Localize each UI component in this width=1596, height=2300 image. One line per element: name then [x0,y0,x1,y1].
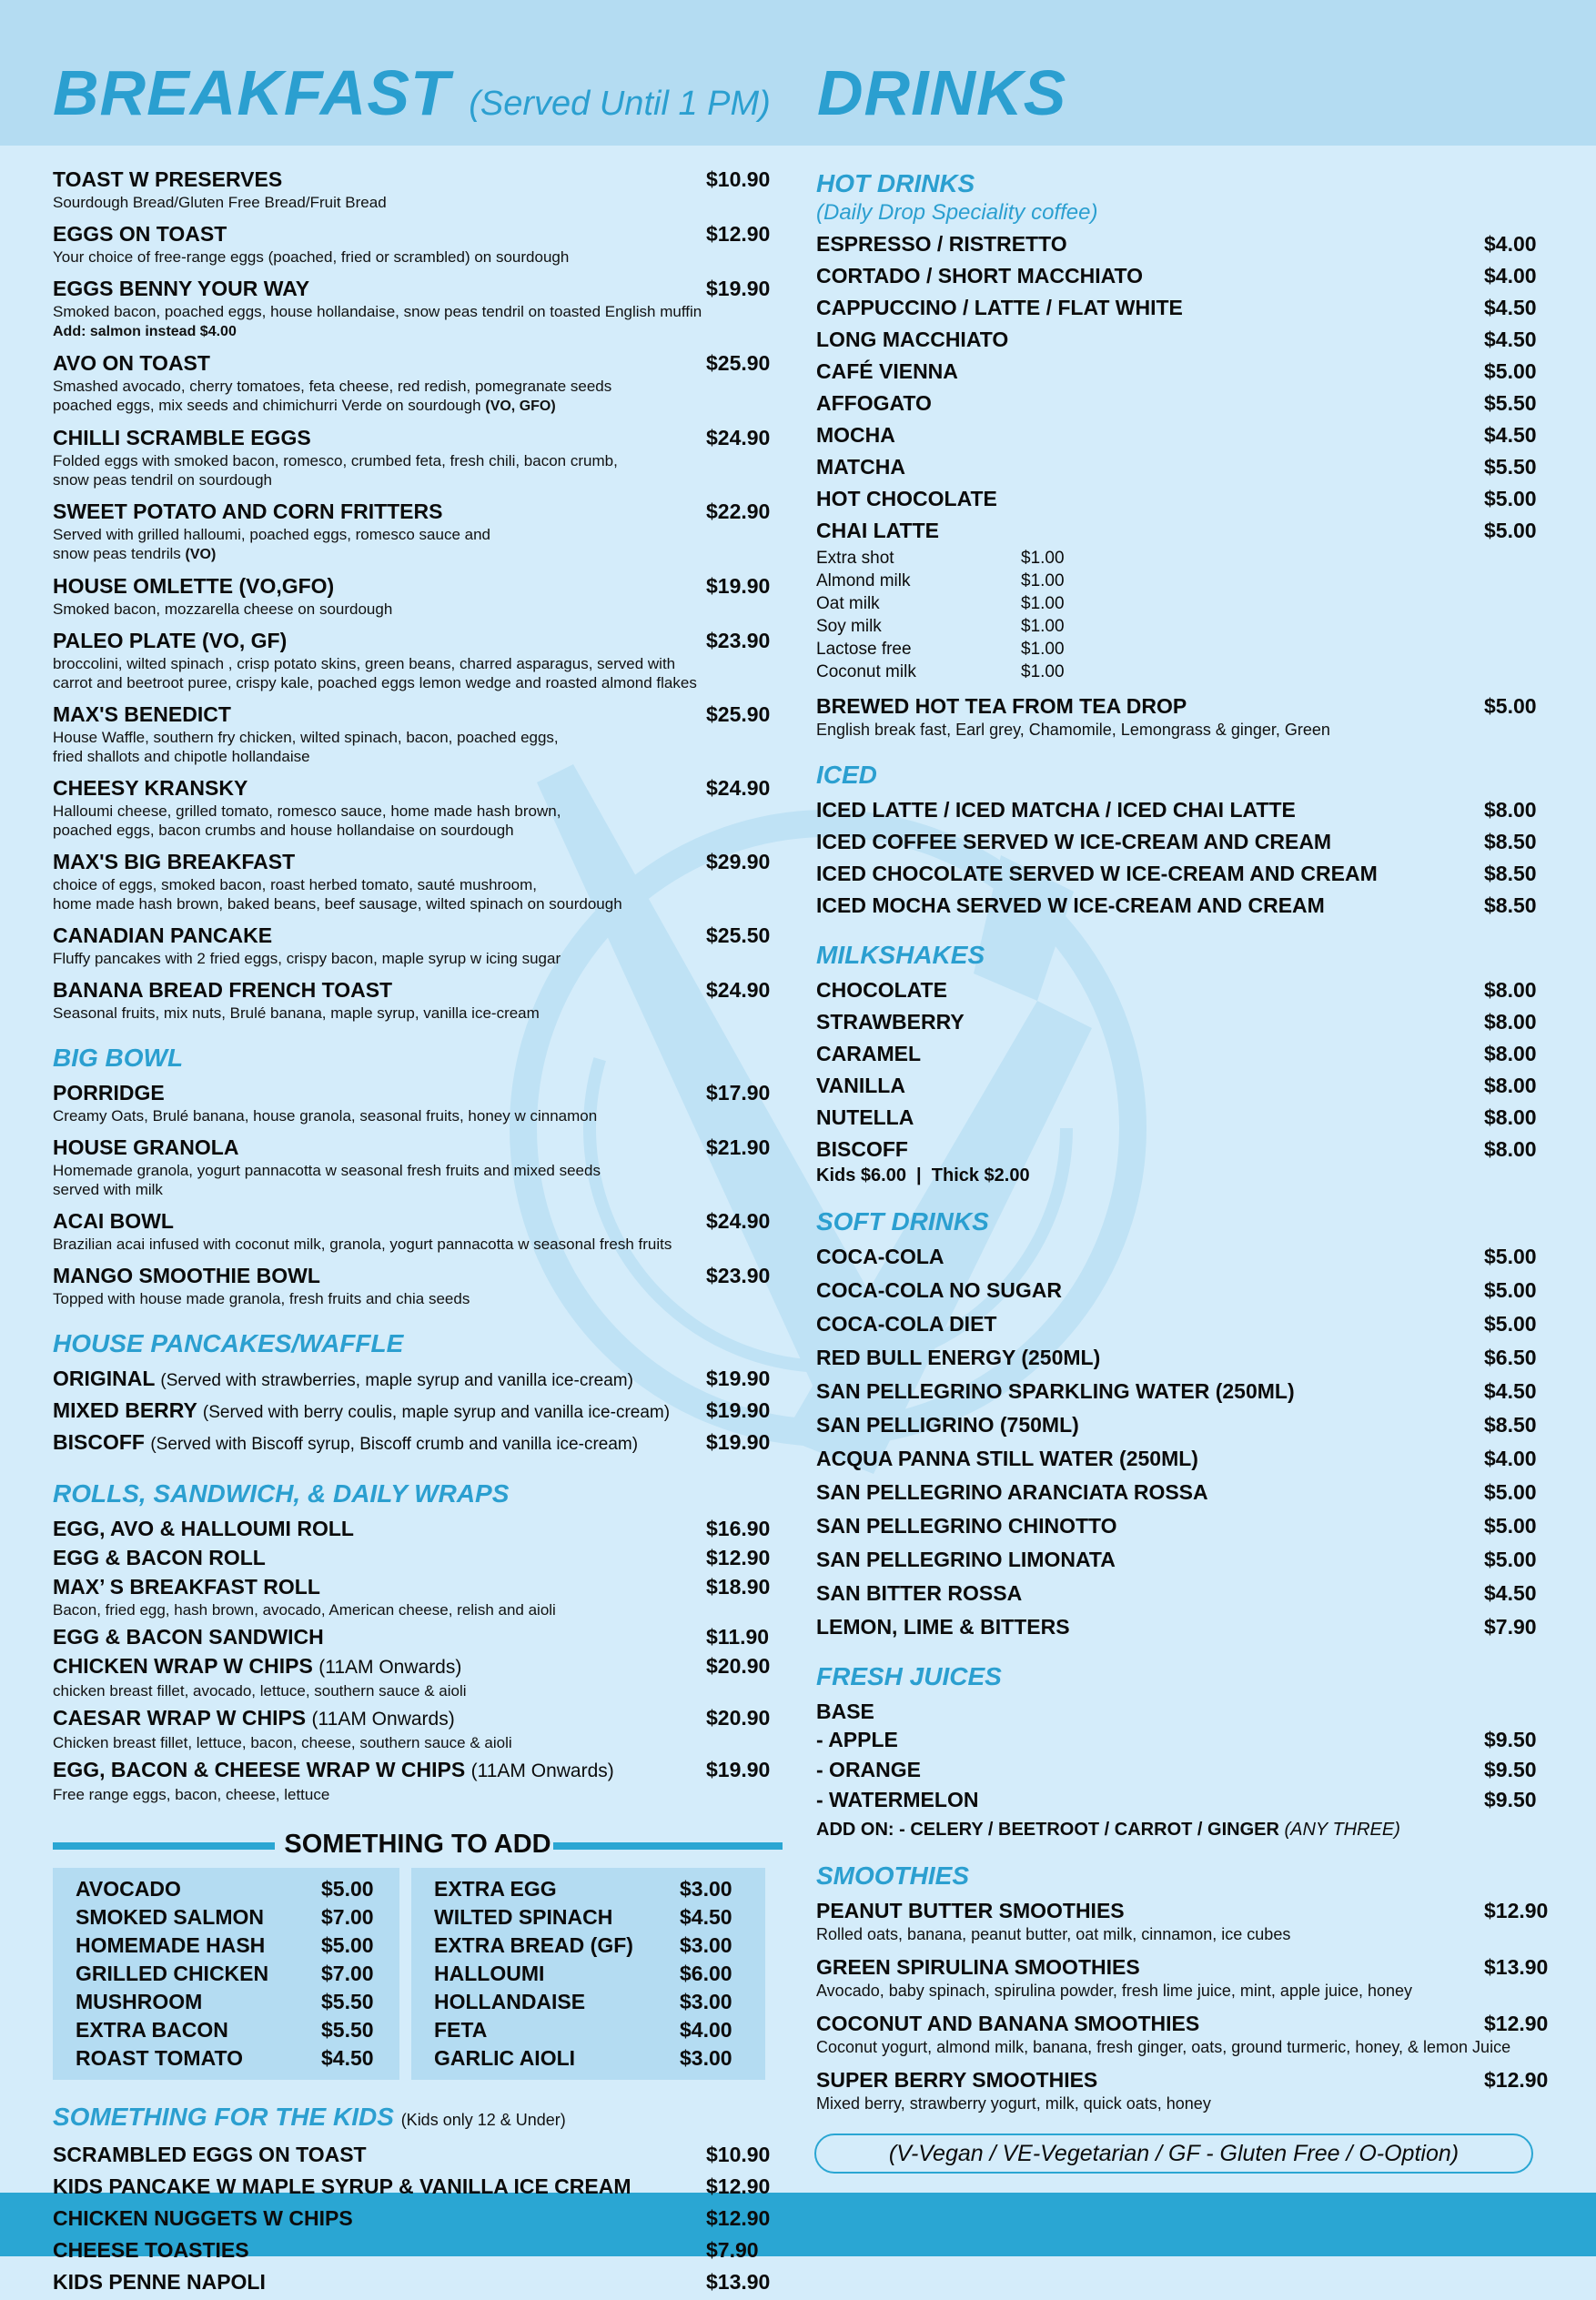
item-name: PORRIDGE [53,1081,165,1105]
item-desc-2: home made hash brown, baked beans, beef sausage, wilted spinach on sourdough [53,895,622,913]
menu-item: CHEESE TOASTIES $7.90 [53,2238,759,2262]
item-price: $25.90 [706,351,771,375]
item-desc: English break fast, Earl grey, Chamomile, Lemongrass & ginger, Green [816,721,1330,739]
item-desc: Brazilian acai infused with coconut milk, granola, yogurt pannacotta w seasonal fresh fruits [53,1236,672,1253]
item-price: $19.90 [706,1430,771,1454]
item-name: EGG, AVO & HALLOUMI ROLL [53,1517,354,1540]
item-price: $19.90 [706,574,771,598]
menu-item: AFFOGATO $5.50 [816,391,1537,415]
add-on-row: MUSHROOM $5.50 [76,1990,374,2013]
item-price: $11.90 [706,1625,770,1649]
item-desc: Your choice of free-range eggs (poached, fried or scrambled) on sourdough [53,248,570,266]
menu-item [53,1573,783,1619]
menu-item: CHAI LATTE $5.00 [816,519,1537,542]
item-desc: chicken breast fillet, avocado, lettuce, southern sauce & aioli [53,1682,467,1700]
add-on-row: GRILLED CHICKEN $7.00 [76,1962,374,1985]
menu-item [53,1623,783,1650]
item-name: MAX'S BENEDICT [53,702,231,726]
item-note: (Served with strawberries, maple syrup and vanilla ice-cream) [160,1371,633,1390]
item-price: $12.90 [706,222,771,246]
menu-item [53,774,783,840]
menu-item: GREEN SPIRULINA SMOOTHIES $13.90 Avocado, baby spinach, spirulina powder, fresh lime juice, mint, apple juice, honey [816,1955,1549,2000]
item-price: $19.90 [706,1398,771,1422]
section-title-juices: FRESH JUICES [816,1662,1002,1690]
add-on-row: EXTRA EGG $3.00 [434,1877,732,1901]
menu-item: BISCOFF $8.00 [816,1137,1537,1161]
menu-item [53,1544,783,1571]
item-name: ORIGINAL (Served with strawberries, maple syrup and vanilla ice-cream) [53,1367,633,1390]
menu-item [53,1079,783,1125]
item-desc: choice of eggs, smoked bacon, roast herbed tomato, sauté mushroom, [53,876,538,893]
menu-item: SCRAMBLED EGGS ON TOAST $10.90 [53,2143,771,2166]
item-name: MIXED BERRY (Served with berry coulis, maple syrup and vanilla ice-cream) [53,1398,671,1422]
item-desc: Seasonal fruits, mix nuts, Brulé banana, maple syrup, vanilla ice-cream [53,1004,540,1022]
menu-item: LONG MACCHIATO $4.50 [816,328,1537,351]
item-price: $24.90 [706,978,771,1002]
item-name: BANANA BREAD FRENCH TOAST [53,978,393,1002]
menu-item: ACQUA PANNA STILL WATER (250ML) $4.00 [816,1447,1537,1470]
menu-item: CARAMEL $8.00 [816,1042,1537,1065]
breakfast-title: BREAKFAST (Served Until 1 PM) [53,57,771,128]
menu-item [53,1756,783,1804]
menu-item: ESPRESSO / RISTRETTO $4.00 [816,232,1537,256]
menu-item: LEMON, LIME & BITTERS $7.90 [816,1615,1537,1639]
item-price: $24.90 [706,776,771,800]
item-price: $19.90 [706,1367,771,1390]
menu-item: SAN PELLEGRINO LIMONATA $5.00 [816,1548,1537,1571]
item-desc-2: poached eggs, bacon crumbs and house hollandaise on sourdough [53,822,514,839]
item-note: (11AM Onwards) [311,1709,455,1730]
menu-item: - APPLE $9.50 [816,1728,1537,1751]
menu-item: ICED LATTE / ICED MATCHA / ICED CHAI LATTE $8.00 [816,798,1537,822]
item-name: MAX'S BIG BREAKFAST [53,850,296,873]
item-name: SWEET POTATO AND CORN FRITTERS [53,499,443,523]
menu-item: STRAWBERRY $8.00 [816,1010,1537,1034]
item-desc-2: snow peas tendril on sourdough [53,471,272,489]
menu-item [53,701,783,766]
menu-item [53,1652,783,1700]
kids-note: (Kids only 12 & Under) [400,2111,566,2129]
hot-drinks-subtitle: (Daily Drop Speciality coffee) [816,200,1098,225]
item-price: $20.90 [706,1654,771,1678]
menu-item [53,1365,783,1395]
menu-item: BREWED HOT TEA FROM TEA DROP $5.00 English break fast, Earl grey, Chamomile, Lemongrass & ginger, Green [816,692,1544,740]
menu-item [53,1262,783,1308]
menu-item [53,220,783,267]
menu-item [53,1428,783,1458]
juice-base-label: BASE [816,1700,874,1723]
menu-item: ICED CHOCOLATE SERVED W ICE-CREAM AND CREAM $8.50 [816,862,1537,885]
section-title-pancakes: HOUSE PANCAKES/WAFFLE [53,1329,404,1357]
item-price: $10.90 [706,167,771,191]
section-title-hot-drinks: HOT DRINKS [816,169,975,197]
item-desc: Homemade granola, yogurt pannacotta w seasonal fresh fruits and mixed seeds [53,1162,601,1179]
menu-item: COCA-COLA DIET $5.00 [816,1312,1537,1336]
item-price: $24.90 [706,426,771,449]
item-name: HOUSE OMLETTE (VO,GFO) [53,574,335,598]
item-price: $19.90 [706,277,771,300]
section-title-rolls: ROLLS, SANDWICH, & DAILY WRAPS [53,1479,510,1508]
item-name: EGG, BACON & CHEESE WRAP W CHIPS (11AM Onwards) [53,1758,614,1781]
item-name: EGGS BENNY YOUR WAY [53,277,310,300]
item-name: HOUSE GRANOLA [53,1135,239,1159]
item-name: PALEO PLATE (VO, GF) [53,629,288,652]
drinks-title: DRINKS [817,57,1067,128]
item-name: EGG & BACON SANDWICH [53,1625,324,1649]
menu-item: SAN PELLEGRINO SPARKLING WATER (250ML) $4.50 [816,1379,1537,1403]
menu-item: KIDS PENNE NAPOLI $13.90 [53,2270,771,2294]
menu-item [53,275,783,341]
menu-item: SAN PELLIGRINO (750ML) $8.50 [816,1413,1537,1437]
menu-item [53,166,783,212]
item-price: $12.90 [706,1546,771,1569]
menu-item [53,1515,783,1542]
breakfast-column [53,166,783,2300]
add-on-row: WILTED SPINACH $4.50 [434,1905,732,1929]
item-desc: House Waffle, southern fry chicken, wilted spinach, bacon, poached eggs, [53,729,559,746]
item-tag: (VO, GFO) [485,398,556,414]
menu-item: VANILLA $8.00 [816,1074,1537,1097]
item-desc: Bacon, fried egg, hash brown, avocado, American cheese, relish and aioli [53,1601,556,1619]
breakfast-list [53,166,783,1023]
item-addon: Add: salmon instead $4.00 [53,324,237,339]
item-price: $25.90 [706,702,771,726]
section-title-iced: ICED [816,761,877,789]
menu-item: CAFÉ VIENNA $5.00 [816,359,1537,383]
item-name: MANGO SMOOTHIE BOWL [53,1264,320,1287]
menu-item [53,976,783,1023]
item-price: $17.90 [706,1081,771,1105]
item-price: $22.90 [706,499,771,523]
menu-item: COCA-COLA $5.00 [816,1245,1537,1268]
item-note: (Served with Biscoff syrup, Biscoff crumb and vanilla ice-cream) [150,1435,639,1454]
menu-item: COCA-COLA NO SUGAR $5.00 [816,1278,1537,1302]
menu-item [53,424,783,489]
section-title-smoothies: SMOOTHIES [816,1861,970,1890]
item-name: AVO ON TOAST [53,351,210,375]
menu-item: SUPER BERRY SMOOTHIES $12.90 Mixed berry, strawberry yogurt, milk, quick oats, honey [816,2068,1549,2113]
item-desc-2: poached eggs, mix seeds and chimichurri Verde on sourdough [53,397,481,414]
item-price: $25.50 [706,923,771,947]
item-desc: Creamy Oats, Brulé banana, house granola, seasonal fruits, honey w cinnamon [53,1107,598,1125]
item-desc: Served with grilled halloumi, poached eggs, romesco sauce and [53,526,490,543]
item-name: EGG & BACON ROLL [53,1546,266,1569]
menu-item [53,349,783,416]
item-note: (Served with berry coulis, maple syrup and vanilla ice-cream) [202,1403,671,1422]
add-on-row: SMOKED SALMON $7.00 [76,1905,374,1929]
dietary-legend: (V-Vegan / VE-Vegetarian / GF - Gluten Free / O-Option) [814,2134,1533,2174]
item-desc: Fluffy pancakes with 2 fried eggs, crispy bacon, maple syrup w icing sugar [53,950,561,967]
item-note: (11AM Onwards) [318,1657,462,1678]
menu-item: CORTADO / SHORT MACCHIATO $4.00 [816,264,1537,288]
menu-item: NUTELLA $8.00 [816,1105,1537,1129]
item-desc: broccolini, wilted spinach , crisp potato skins, green beans, charred asparagus, served with [53,655,676,672]
breakfast-subtitle: (Served Until 1 PM) [469,85,771,123]
item-desc: Smoked bacon, mozzarella cheese on sourdough [53,600,393,618]
item-price: $23.90 [706,629,771,652]
item-name: CHILLI SCRAMBLE EGGS [53,426,311,449]
add-ons-header [53,1826,783,1862]
item-note: (11AM Onwards) [470,1760,614,1781]
menu-item: HOT CHOCOLATE $5.00 [816,487,1537,510]
item-name: BISCOFF (Served with Biscoff syrup, Biscoff crumb and vanilla ice-cream) [53,1430,639,1454]
drinks-column [816,168,1549,2174]
item-price: $16.90 [706,1517,771,1540]
item-price: $23.90 [706,1264,771,1287]
add-ons-panel-right [411,1868,765,2080]
item-name: TOAST W PRESERVES [53,167,283,191]
item-desc: Smashed avocado, cherry tomatoes, feta cheese, red redish, pomegranate seeds [53,378,612,395]
menu-item: ICED COFFEE SERVED W ICE-CREAM AND CREAM $8.50 [816,830,1537,853]
section-title-kids: SOMETHING FOR THE KIDS (Kids only 12 & Under) [53,2103,566,2131]
menu-item [53,1397,783,1427]
menu-item [53,848,783,913]
menu-item: CAPPUCCINO / LATTE / FLAT WHITE $4.50 [816,296,1537,319]
section-title-milkshakes: MILKSHAKES [816,941,985,969]
item-price: $19.90 [706,1758,771,1781]
milk-extras: Extra shot $1.00 Almond milk $1.00 Oat milk $1.00 Soy milk $1.00 Lactose free $1.00 Coconut milk $1.00 [816,549,1065,681]
menu-item: RED BULL ENERGY (250ML) $6.50 [816,1346,1537,1369]
item-desc-2: fried shallots and chipotle hollandaise [53,748,310,765]
add-on-row: GARLIC AIOLI $3.00 [434,2046,732,2070]
menu-item: KIDS PANCAKE W MAPLE SYRUP & VANILLA ICE CREAM $12.90 [53,2174,771,2198]
menu-item: PEANUT BUTTER SMOOTHIES $12.90 Rolled oats, banana, peanut butter, oat milk, cinnamon, ice cubes [816,1899,1549,1943]
add-on-row: EXTRA BACON $5.50 [76,2018,374,2042]
add-ons-title: SOMETHING TO ADD [284,1830,551,1859]
menu-item: - WATERMELON $9.50 [816,1788,1537,1811]
item-name: MAX’ S BREAKFAST ROLL [53,1575,320,1599]
item-desc: Halloumi cheese, grilled tomato, romesco sauce, home made hash brown, [53,802,561,820]
item-name: CHEESY KRANSKY [53,776,248,800]
add-on-row: HOMEMADE HASH $5.00 [76,1933,374,1957]
menu-item: ICED MOCHA SERVED W ICE-CREAM AND CREAM $8.50 [816,893,1537,917]
add-on-row: HALLOUMI $6.00 [434,1962,732,1985]
add-on-row: HOLLANDAISE $3.00 [434,1990,732,2013]
item-price: $21.90 [706,1135,771,1159]
item-name: CHICKEN WRAP W CHIPS (11AM Onwards) [53,1654,462,1678]
menu-item: SAN BITTER ROSSA $4.50 [816,1581,1537,1605]
item-name: EGGS ON TOAST [53,222,227,246]
menu-item: COCONUT AND BANANA SMOOTHIES $12.90 Coconut yogurt, almond milk, banana, fresh ginger, oats, ground turmeric, honey, & lemon Juice [816,2012,1549,2056]
item-desc: Free range eggs, bacon, cheese, lettuce [53,1786,330,1803]
add-on-row: AVOCADO $5.00 [76,1877,374,1901]
item-desc: Chicken breast fillet, lettuce, bacon, cheese, southern sauce & aioli [53,1734,512,1751]
section-title-big-bowl: BIG BOWL [53,1044,184,1072]
add-ons-table [53,1868,783,2080]
menu-item [53,498,783,564]
kids-list [53,2141,783,2295]
menu-item [53,572,783,619]
add-on-row: EXTRA BREAD (GF) $3.00 [434,1933,732,1957]
item-desc: Smoked bacon, poached eggs, house hollandaise, snow peas tendril on toasted English muffin [53,303,702,320]
menu-item: - ORANGE $9.50 [816,1758,1537,1781]
item-price: $29.90 [706,850,771,873]
juice-addon: ADD ON: - CELERY / BEETROOT / CARROT / GINGER (ANY THREE) [816,1820,1400,1840]
item-name: CANADIAN PANCAKE [53,923,273,947]
item-tag: (VO) [185,547,217,562]
menu-item [53,627,783,692]
item-price: $24.90 [706,1209,771,1233]
menu-item [53,1207,783,1254]
menu-item: MOCHA $4.50 [816,423,1537,447]
add-on-row: FETA $4.00 [434,2018,732,2042]
add-ons-panel-left [53,1868,399,2080]
item-price: $20.90 [706,1706,771,1730]
menu-item [53,1704,783,1752]
item-desc: Topped with house made granola, fresh fruits and chia seeds [53,1290,470,1307]
menu-item: CHICKEN NUGGETS W CHIPS $12.90 [53,2206,771,2230]
item-desc-2: served with milk [53,1181,163,1198]
item-desc: Sourdough Bread/Gluten Free Bread/Fruit Bread [53,194,387,211]
menu-item: SAN PELLEGRINO ARANCIATA ROSSA $5.00 [816,1480,1537,1504]
section-title-soft-drinks: SOFT DRINKS [816,1207,989,1236]
item-name: CAESAR WRAP W CHIPS (11AM Onwards) [53,1706,455,1730]
item-name: ACAI BOWL [53,1209,174,1233]
item-desc-2: carrot and beetroot puree, crispy kale, poached eggs lemon wedge and roasted almond flakes [53,674,697,691]
menu-item [53,922,783,968]
item-price: $18.90 [706,1575,771,1599]
menu-item [53,1134,783,1199]
menu-item: SAN PELLEGRINO CHINOTTO $5.00 [816,1514,1537,1538]
item-desc-2: snow peas tendrils [53,545,181,562]
milkshake-note: Kids $6.00 | Thick $2.00 [816,1165,1030,1185]
menu-item: MATCHA $5.50 [816,455,1537,479]
menu-item: CHOCOLATE $8.00 [816,978,1537,1002]
item-desc: Folded eggs with smoked bacon, romesco, crumbed feta, fresh chili, bacon crumb, [53,452,618,469]
add-on-row: ROAST TOMATO $4.50 [76,2046,374,2070]
